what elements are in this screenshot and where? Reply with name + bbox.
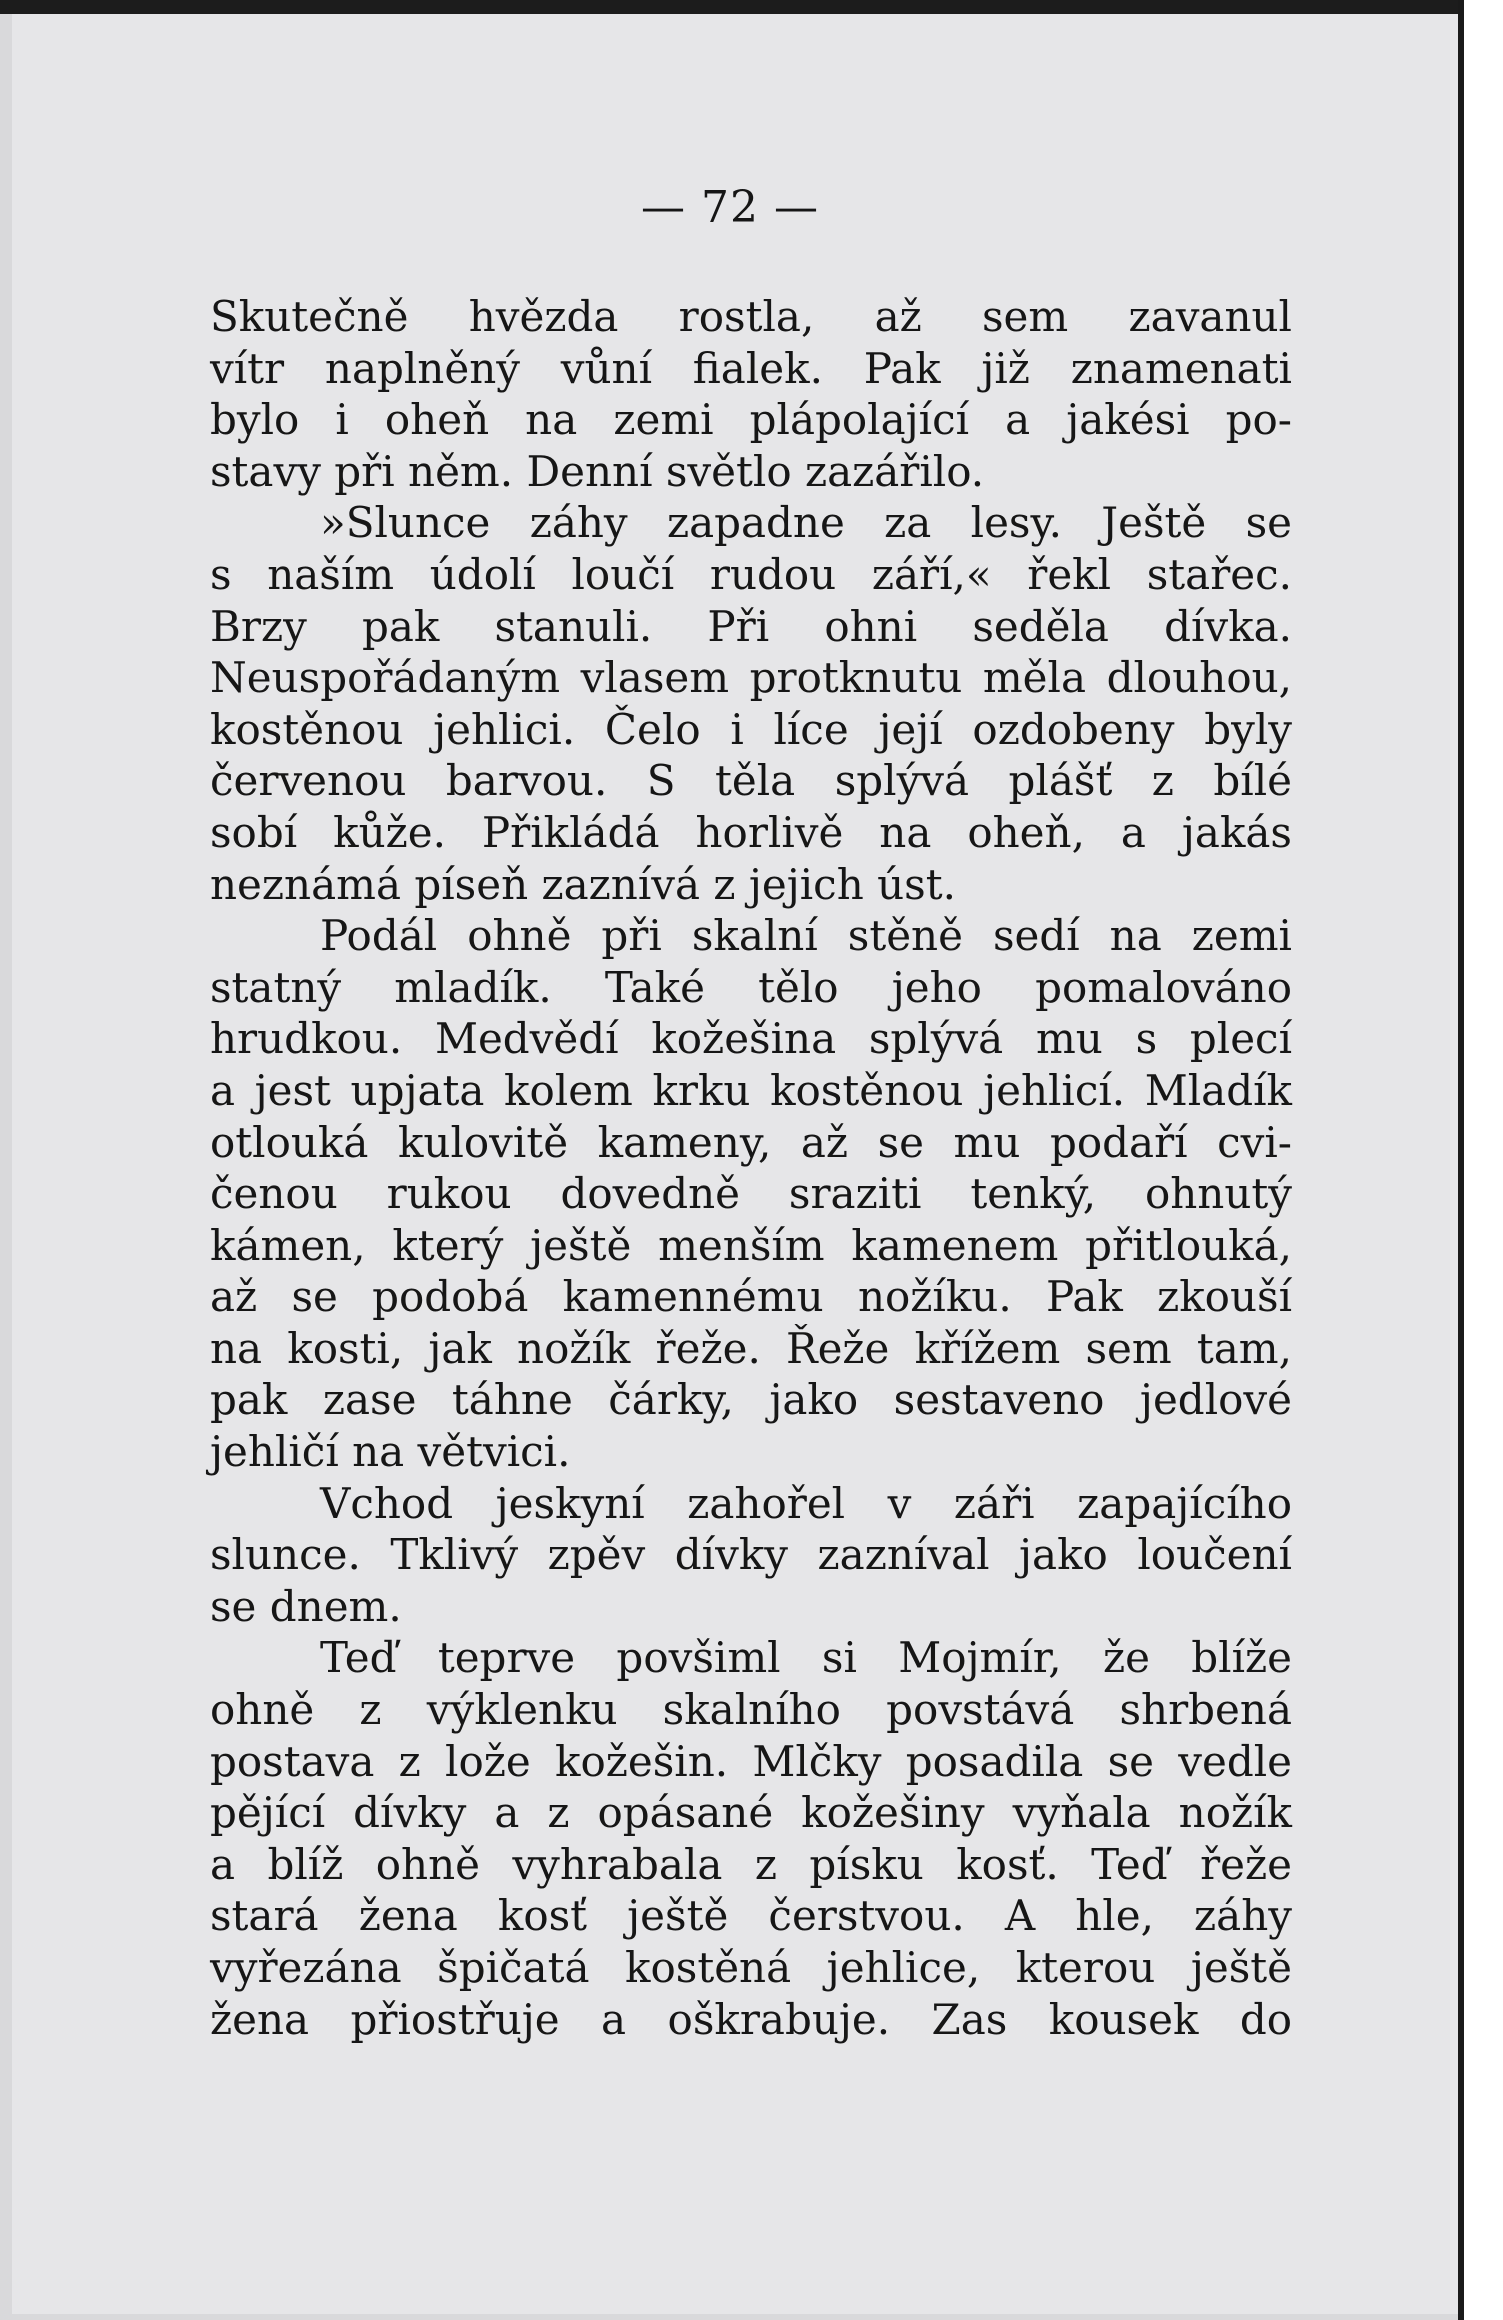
text-line: neznámá píseň zaznívá z jejich úst. <box>210 859 956 909</box>
text-line: slunce. Tklivý zpěv dívky zazníval jako loučení <box>210 1530 1292 1580</box>
text-line: Podál ohně při skalní stěně sedí na zemi <box>320 911 1292 961</box>
text-line: vyřezána špičatá kostěná jehlice, kterou ještě <box>210 1943 1292 1992</box>
text-line: jehličí na větvici. <box>210 1427 571 1477</box>
text-line: s naším údolí loučí rudou září,« řekl stařec. <box>210 549 1292 599</box>
text-line: Brzy pak stanuli. Při ohni seděla dívka. <box>210 601 1292 651</box>
text-line: čenou rukou dovedně sraziti tenký, ohnutý <box>210 1169 1292 1219</box>
text-line: a blíž ohně vyhrabala z písku kosť. Teď řeže <box>210 1839 1292 1889</box>
text-line: ohně z výklenku skalního povstává shrbená <box>210 1685 1292 1735</box>
text-line: Vchod jeskyní zahořel v záři zapajícího <box>320 1478 1292 1528</box>
text-line: Teď teprve povšiml si Mojmír, že blíže <box>320 1633 1292 1683</box>
text-line: kostěnou jehlici. Čelo i líce její ozdobeny byly <box>210 704 1292 754</box>
right-scan-border <box>1458 0 1464 2320</box>
text-line: žena přiostřuje a oškrabuje. Zas kousek do <box>210 1994 1292 2044</box>
text-line: postava z lože kožešin. Mlčky posadila se vedle <box>210 1736 1292 1786</box>
text-line: a jest upjata kolem krku kostěnou jehlicí. Mladík <box>210 1065 1292 1115</box>
text-line: sobí kůže. Přikládá horlivě na oheň, a jakás <box>210 807 1292 857</box>
body-text <box>210 291 1292 2045</box>
text-line: na kosti, jak nožík řeže. Řeže křížem sem tam, <box>210 1323 1292 1373</box>
text-line: pak zase táhne čárky, jako sestaveno jedlové <box>210 1375 1292 1425</box>
text-line: se dnem. <box>210 1581 402 1631</box>
right-margin <box>1460 0 1503 2320</box>
text-line: pějící dívky a z opásané kožešiny vyňala nožík <box>210 1788 1292 1838</box>
text-line: kámen, který ještě menším kamenem přitlouká, <box>210 1220 1292 1270</box>
text-line: vítr naplněný vůní fialek. Pak již znamenati <box>210 343 1292 393</box>
top-scan-border <box>0 0 1503 14</box>
text-line: statný mladík. Také tělo jeho pomalováno <box>210 962 1292 1012</box>
text-line: až se podobá kamennému nožíku. Pak zkouší <box>210 1272 1292 1322</box>
text-line: červenou barvou. S těla splývá plášť z bílé <box>210 756 1292 806</box>
page-number: — 72 — <box>641 182 819 233</box>
text-line: hrudkou. Medvědí kožešina splývá mu s plecí <box>210 1014 1292 1064</box>
text-line: »Slunce záhy zapadne za lesy. Ještě se <box>320 498 1292 548</box>
text-line: bylo i oheň na zemi plápolající a jakési po- <box>210 395 1292 445</box>
text-line: Skutečně hvězda rostla, až sem zavanul <box>210 292 1292 341</box>
text-line: Neuspořádaným vlasem protknutu měla dlouhou, <box>210 653 1292 703</box>
text-line: stará žena kosť ještě čerstvou. A hle, záhy <box>210 1891 1292 1941</box>
text-line: stavy při něm. Denní světlo zazářilo. <box>210 446 985 496</box>
text-line: otlouká kulovitě kameny, až se mu podaří cvi- <box>210 1117 1292 1167</box>
